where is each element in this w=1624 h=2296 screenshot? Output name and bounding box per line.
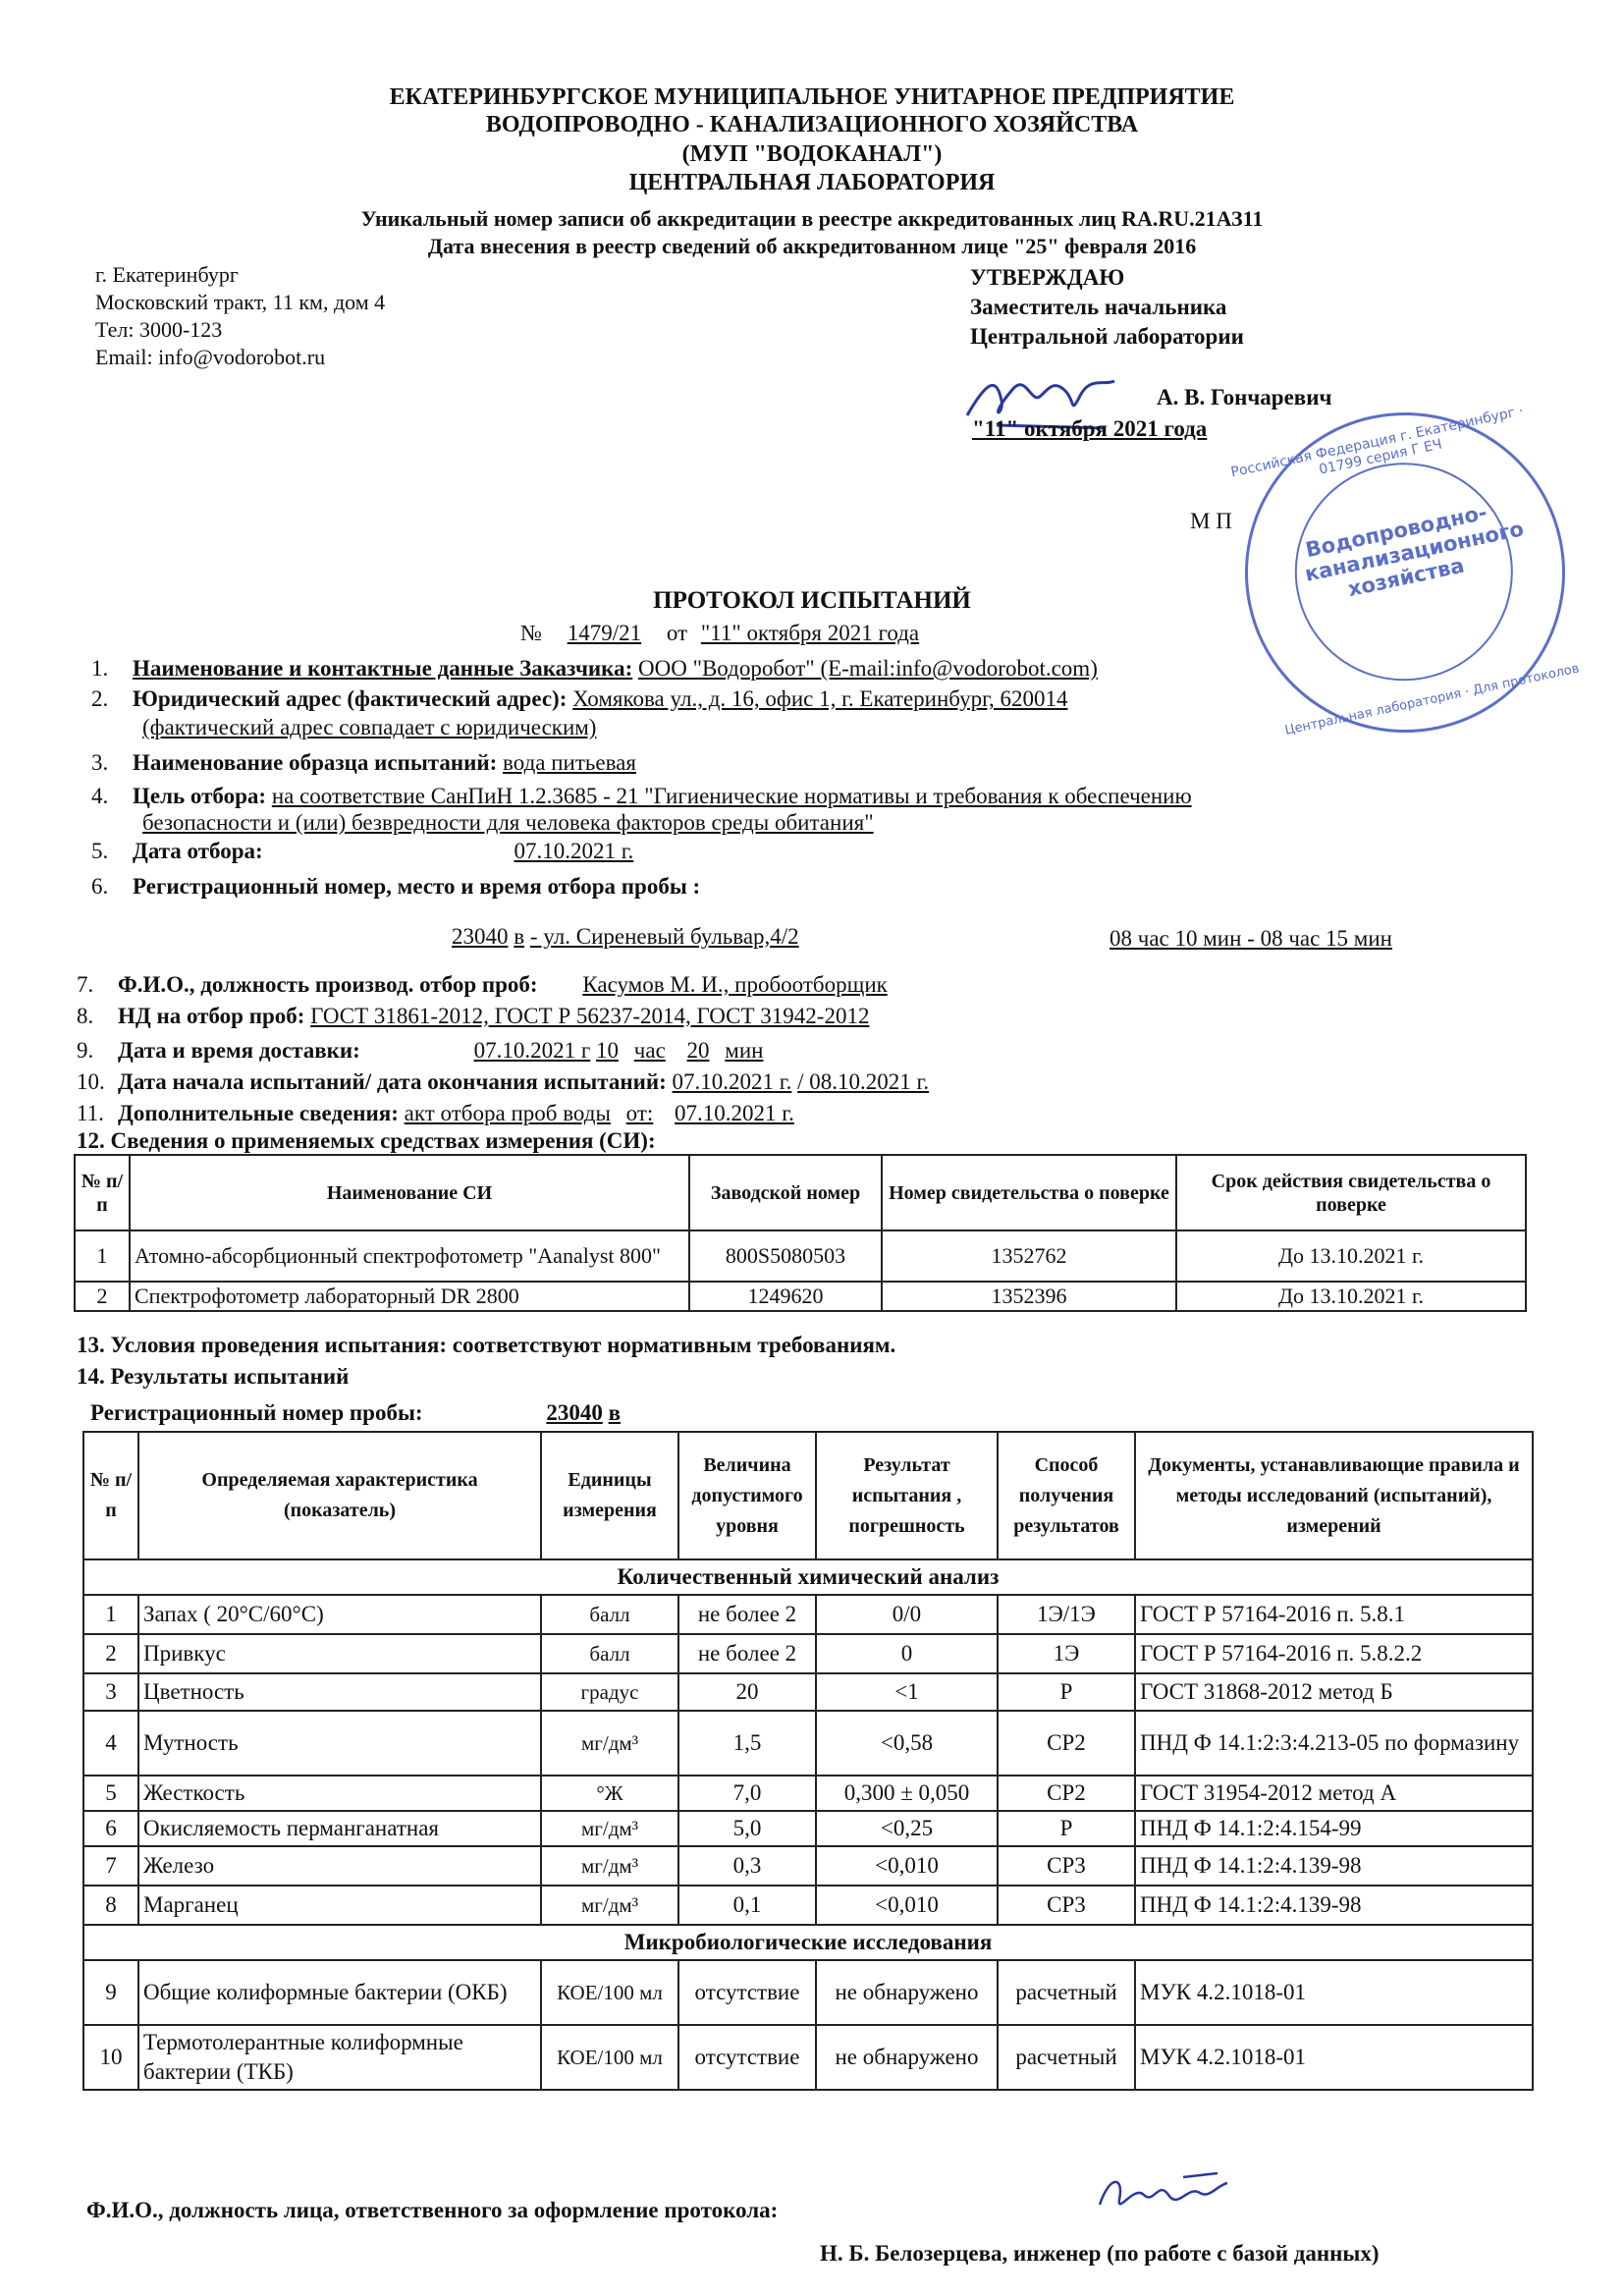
protocol-title: ПРОТОКОЛ ИСПЫТАНИЙ bbox=[653, 587, 971, 614]
si-header-certificate: Номер свидетельства о поверке bbox=[882, 1155, 1176, 1230]
item-test-dates: 10. Дата начала испытаний/ дата окончания испытаний: 07.10.2021 г. / 08.10.2021 г. bbox=[77, 1069, 930, 1094]
stamp-ring-text: Российская Федерация г. Екатеринбург · 01799 серия Г ЕЧ bbox=[1229, 403, 1526, 481]
sample-name-value: вода питьевая bbox=[503, 750, 636, 775]
protocol-number-label: № bbox=[520, 621, 542, 645]
si-header-validity: Срок действия свидетельства о поверке bbox=[1176, 1155, 1526, 1230]
table-row: 4 Мутность мг/дм³ 1,5 <0,58 СР2 ПНД Ф 14.1:2:3:4.213-05 по формазину bbox=[83, 1711, 1533, 1776]
instruments-table bbox=[74, 1154, 1527, 1312]
table-row: 9 Общие колиформные бактерии (ОКБ) КОЕ/100 мл отсутствие не обнаружено расчетный МУК 4.2.1018-01 bbox=[83, 1960, 1533, 2025]
item-conditions: 13. Условия проведения испытания: соответствуют нормативным требованиям. bbox=[77, 1333, 896, 1357]
org-name-line1: ЕКАТЕРИНБУРГСКОЕ МУНИЦИПАЛЬНОЕ УНИТАРНОЕ ПРЕДПРИЯТИЕ bbox=[389, 84, 1235, 110]
table-row: 2 Привкус балл не более 2 0 1Э ГОСТ Р 57164-2016 п. 5.8.2.2 bbox=[83, 1634, 1533, 1673]
si-header-serial: Заводской номер bbox=[689, 1155, 882, 1230]
table-row: 1 Запах ( 20°С/60°С) балл не более 2 0/0 1Э/1Э ГОСТ Р 57164-2016 п. 5.8.1 bbox=[83, 1595, 1533, 1634]
item-purpose-cont: безопасности и (или) безвредности для человека факторов среды обитания" bbox=[142, 810, 874, 835]
item-customer: 1. Наименование и контактные данные Заказчика: ООО "Водоробот" (E-mail:info@vodorobot.com) bbox=[91, 656, 1098, 681]
res-header-characteristic: Определяемая характеристика (показатель) bbox=[138, 1432, 541, 1559]
sample-place: - ул. Сиреневый бульвар,4/2 bbox=[529, 924, 799, 949]
responsible-label: Ф.И.О., должность лица, ответственного за оформление протокола: bbox=[86, 2198, 779, 2222]
seal-placeholder: М П bbox=[1190, 509, 1232, 533]
res-header-unit: Единицы измерения bbox=[541, 1432, 678, 1559]
sample-reg-line: 23040 в - ул. Сиреневый бульвар,4/2 bbox=[452, 924, 799, 949]
item-results: 14. Результаты испытаний bbox=[77, 1364, 350, 1389]
stamp-center-text: Водопроводно-канализационного хозяйства bbox=[1302, 500, 1526, 602]
sample-time: 08 час 10 мин - 08 час 15 мин bbox=[1110, 926, 1392, 951]
responsible-name: Н. Б. Белозерцева, инженер (по работе с базой данных) bbox=[820, 2241, 1380, 2266]
table-row: 5 Жесткость °Ж 7,0 0,300 ± 0,050 СР2 ГОСТ 31954-2012 метод А bbox=[83, 1776, 1533, 1811]
protocol-from-label: от bbox=[666, 621, 688, 645]
item-sampling-date: 5. Дата отбора: 07.10.2021 г. bbox=[91, 839, 634, 863]
item-delivery: 9. Дата и время доставки: 07.10.2021 г 10 час 20 мин bbox=[77, 1038, 764, 1063]
approval-block bbox=[970, 263, 1244, 352]
contact-block bbox=[95, 261, 385, 371]
item-sample-name: 3. Наименование образца испытаний: вода питьевая bbox=[91, 750, 636, 775]
si-header-num: № п/п bbox=[75, 1155, 130, 1230]
sampling-date-value: 07.10.2021 г. bbox=[514, 839, 634, 863]
delivery-date: 07.10.2021 г bbox=[473, 1038, 591, 1063]
item-purpose: 4. Цель отбора: на соответствие СанПиН 1.2.3685 - 21 "Гигиенические нормативы и требования к обеспечению bbox=[91, 784, 1192, 808]
res-header-limit: Величина допустимого уровня bbox=[678, 1432, 816, 1559]
table-row: 7 Железо мг/дм³ 0,3 <0,010 СР3 ПНД Ф 14.1:2:4.139-98 bbox=[83, 1846, 1533, 1886]
table-row: 8 Марганец мг/дм³ 0,1 <0,010 СР3 ПНД Ф 14.1:2:4.139-98 bbox=[83, 1886, 1533, 1925]
org-name-line2: ВОДОПРОВОДНО - КАНАЛИЗАЦИОННОГО ХОЗЯЙСТВА bbox=[485, 112, 1139, 137]
section-microbiological: Микробиологические исследования bbox=[83, 1925, 1533, 1960]
si-header-name: Наименование СИ bbox=[130, 1155, 689, 1230]
sample-reg-number: 23040 bbox=[452, 924, 509, 949]
lab-name: ЦЕНТРАЛЬНАЯ ЛАБОРАТОРИЯ bbox=[628, 170, 996, 195]
results-table bbox=[82, 1431, 1534, 2091]
item-sampling-standards: 8. НД на отбор проб: ГОСТ 31861-2012, ГОСТ Р 56237-2014, ГОСТ 31942-2012 bbox=[77, 1004, 870, 1028]
sampling-standards-value: ГОСТ 31861-2012, ГОСТ Р 56237-2014, ГОСТ 31942-2012 bbox=[310, 1004, 870, 1028]
sampler-value: Касумов М. И., пробоотборщик bbox=[582, 972, 888, 997]
customer-value: ООО "Водоробот" (E-mail:info@vodorobot.com) bbox=[638, 656, 1098, 681]
approval-position-2: Центральной лаборатории bbox=[970, 324, 1244, 349]
purpose-value: на соответствие СанПиН 1.2.3685 - 21 "Гигиенические нормативы и требования к обеспечению bbox=[271, 784, 1192, 808]
res-header-num: № п/п bbox=[83, 1432, 138, 1559]
contact-phone: Тел: 3000-123 bbox=[95, 317, 223, 342]
protocol-number-line bbox=[520, 621, 919, 646]
res-header-result: Результат испытания , погрешность bbox=[816, 1432, 998, 1559]
test-end-date: / 08.10.2021 г. bbox=[797, 1069, 930, 1094]
item-sampler: 7. Ф.И.О., должность производ. отбор проб: Касумов М. И., пробоотборщик bbox=[77, 972, 888, 997]
approval-position-1: Заместитель начальника bbox=[970, 295, 1227, 319]
contact-address: Московский тракт, 11 км, дом 4 bbox=[95, 290, 386, 314]
contact-city: г. Екатеринбург bbox=[95, 262, 239, 287]
table-row: 1 Атомно-абсорбционный спектрофотометр "Aanalyst 800" 800S5080503 1352762 До 13.10.2021 г. bbox=[75, 1230, 1526, 1282]
stamp-small-text: Центральная лаборатория · Для протоколов bbox=[1283, 661, 1581, 738]
table-row: 2 Спектрофотометр лабораторный DR 2800 1249620 1352396 До 13.10.2021 г. bbox=[75, 1282, 1526, 1311]
item-actual-address: (фактический адрес совпадает с юридическим) bbox=[142, 715, 597, 739]
item-reg-number: 6. Регистрационный номер, место и время отбора пробы : bbox=[91, 874, 701, 899]
section-chemical: Количественный химический анализ bbox=[83, 1559, 1533, 1595]
accreditation-number: Уникальный номер записи об аккредитации в реестре аккредитованных лиц RA.RU.21АЗ11 bbox=[360, 206, 1264, 231]
legal-address-value: Хомякова ул., д. 16, офис 1, г. Екатеринбург, 620014 bbox=[572, 686, 1068, 711]
approval-title: УТВЕРЖДАЮ bbox=[970, 265, 1125, 290]
organization-stamp bbox=[1216, 383, 1596, 763]
item-instruments: 12. Сведения о применяемых средствах измерения (СИ): bbox=[77, 1128, 656, 1153]
test-start-date: 07.10.2021 г. bbox=[672, 1069, 792, 1094]
res-header-method: Способ получения результатов bbox=[998, 1432, 1135, 1559]
table-row: 3 Цветность градус 20 <1 Р ГОСТ 31868-2012 метод Б bbox=[83, 1673, 1533, 1711]
protocol-date: "11" октября 2021 года bbox=[700, 621, 920, 645]
approver-name: А. В. Гончаревич bbox=[1157, 385, 1332, 410]
table-row: 10 Термотолерантные колиформные бактерии (ТКБ) КОЕ/100 мл отсутствие не обнаружено расчетный МУК 4.2.1018-01 bbox=[83, 2025, 1533, 2090]
accreditation-date: Дата внесения в реестр сведений об аккредитованном лице "25" февраля 2016 bbox=[427, 234, 1197, 258]
protocol-number: 1479/21 bbox=[567, 621, 642, 645]
item-additional-info: 11. Дополнительные сведения: акт отбора проб воды от: 07.10.2021 г. bbox=[77, 1101, 794, 1125]
responsible-signature bbox=[1090, 2165, 1237, 2224]
org-name-line3: (МУП "ВОДОКАНАЛ") bbox=[681, 141, 943, 167]
approval-date: "11" октября 2021 года bbox=[972, 416, 1208, 441]
res-header-documents: Документы, устанавливающие правила и методы исследований (испытаний), измерений bbox=[1135, 1432, 1533, 1559]
results-reg-number: Регистрационный номер пробы: 23040 в bbox=[90, 1400, 622, 1425]
item-legal-address: 2. Юридический адрес (фактический адрес): Хомякова ул., д. 16, офис 1, г. Екатеринбург, 620014 bbox=[91, 686, 1068, 711]
contact-email: Email: info@vodorobot.ru bbox=[95, 345, 326, 369]
additional-info-value: акт отбора проб воды bbox=[404, 1101, 611, 1125]
table-row: 6 Окисляемость перманганатная мг/дм³ 5,0 <0,25 Р ПНД Ф 14.1:2:4.154-99 bbox=[83, 1811, 1533, 1846]
